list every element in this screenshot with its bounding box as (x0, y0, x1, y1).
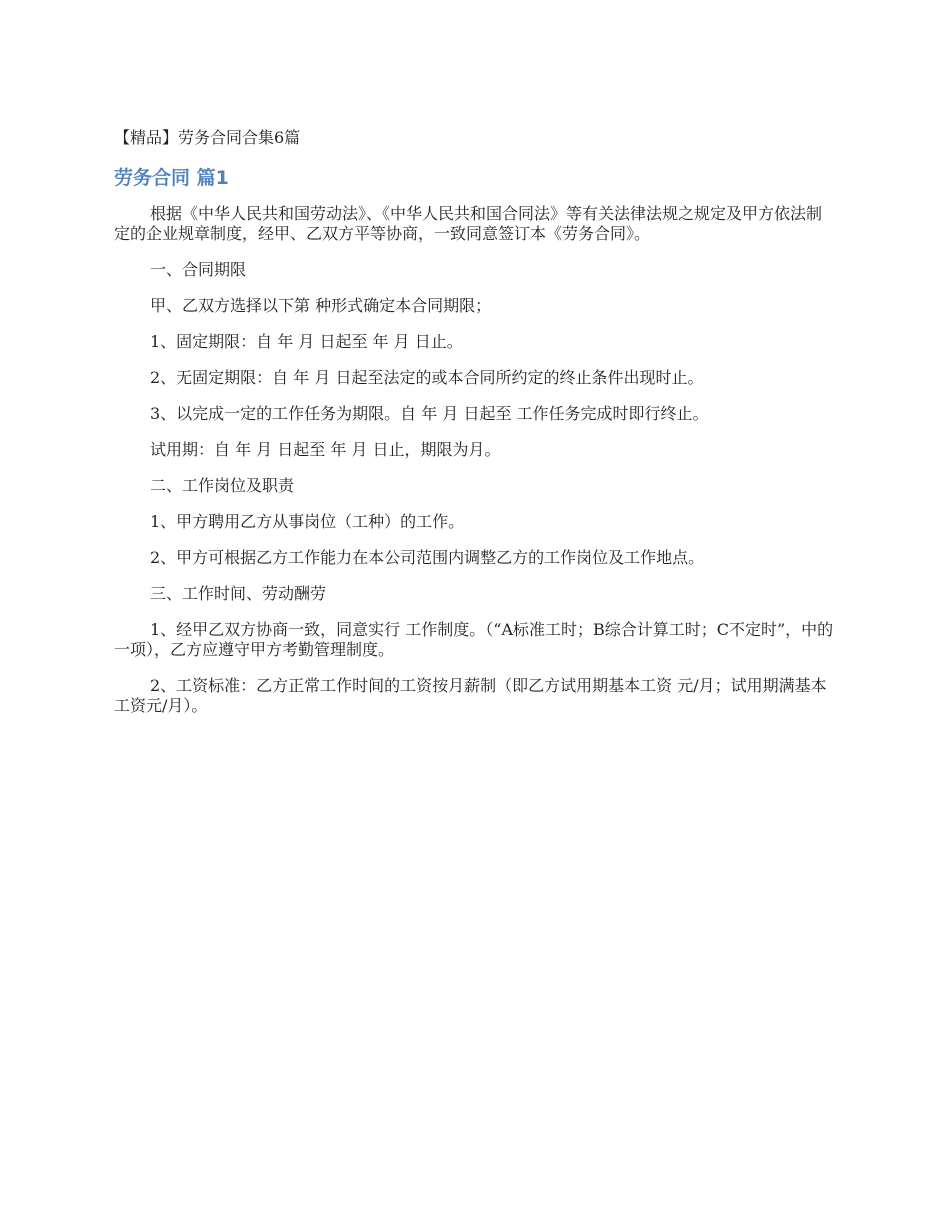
paragraph-probation: 试用期：自 年 月 日起至 年 月 日止，期限为月。 (150, 440, 501, 459)
paragraph-term-choice: 甲、乙双方选择以下第 种形式确定本合同期限； (150, 296, 492, 315)
paragraph-wage-standard: 2、工资标准：乙方正常工作时间的工资按月薪制（即乙方试用期基本工资 元/月；试用期满基本工资元/月）。 (114, 676, 827, 715)
document-body (114, 204, 836, 732)
paragraph-position-adjust: 2、甲方可根据乙方工作能力在本公司范围内调整乙方的工作岗位及工作地点。 (150, 548, 705, 567)
paragraph-work-system: 1、经甲乙双方协商一致，同意实行 工作制度。（“A标准工时；B综合计算工时；C不定时”，中的一项），乙方应遵守甲方考勤管理制度。 (114, 620, 834, 659)
paragraph-worktime-heading: 三、工作时间、劳动酬劳 (150, 584, 327, 603)
paragraph-position-hire: 1、甲方聘用乙方从事岗位（工种）的工作。 (150, 512, 465, 531)
paragraph-open-term: 2、无固定期限：自 年 月 日起至法定的或本合同所约定的终止条件出现时止。 (150, 368, 704, 387)
section-heading: 劳务合同 篇1 (114, 167, 229, 189)
paragraph-fixed-term: 1、固定期限：自 年 月 日起至 年 月 日止。 (150, 332, 463, 351)
paragraph-contract-term-heading: 一、合同期限 (150, 260, 247, 279)
paragraph-task-term: 3、以完成一定的工作任务为期限。自 年 月 日起至 工作任务完成时即行终止。 (150, 404, 709, 423)
paragraph-preamble: 根据《中华人民共和国劳动法》、《中华人民共和国合同法》等有关法律法规之规定及甲方依法制定的企业规章制度，经甲、乙双方平等协商，一致同意签订本《劳务合同》。 (114, 204, 823, 243)
document-title: 【精品】劳务合同合集6篇 (114, 128, 301, 147)
paragraph-position-heading: 二、工作岗位及职责 (150, 476, 295, 495)
